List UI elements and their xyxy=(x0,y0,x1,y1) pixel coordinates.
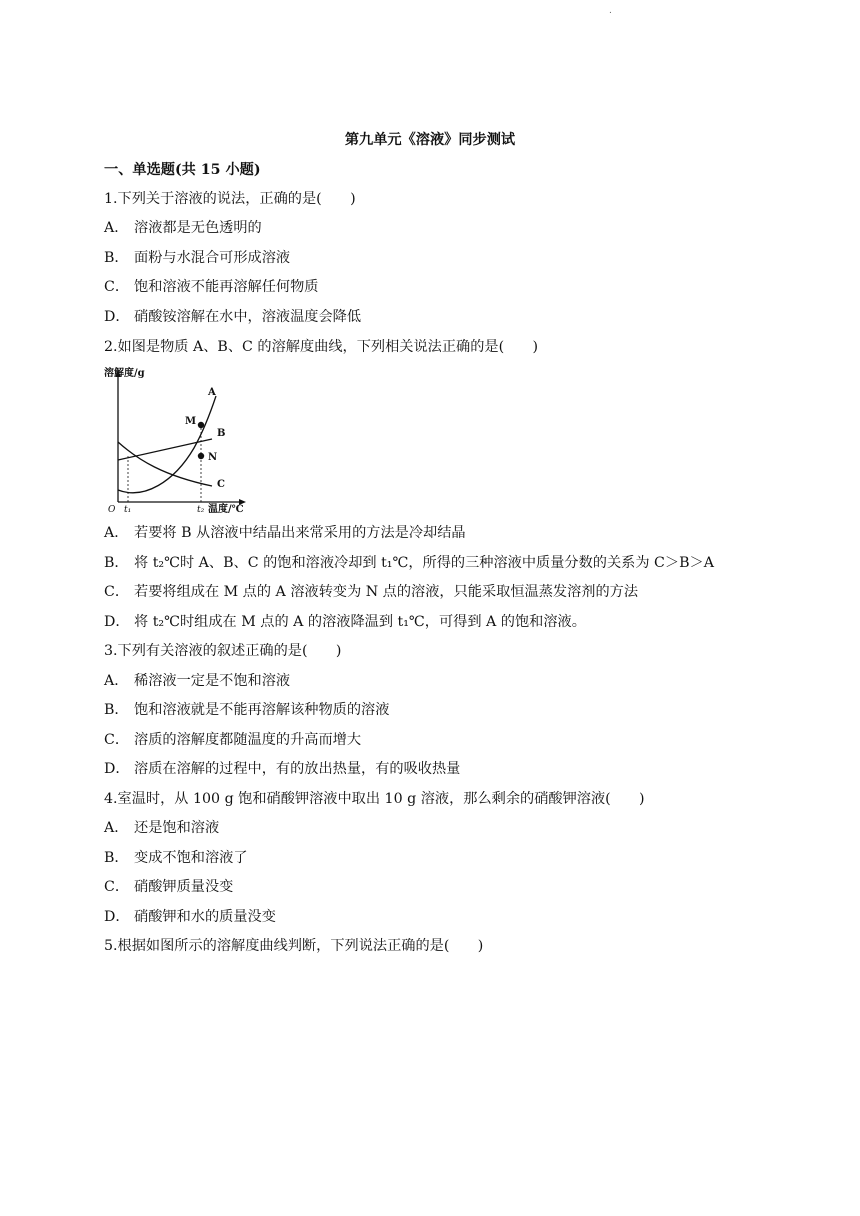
point-m xyxy=(198,422,204,428)
question-2-stem: 2.如图是物质 A、B、C 的溶解度曲线，下列相关说法正确的是( ) xyxy=(104,339,539,355)
origin-label: O xyxy=(108,505,116,515)
solubility-curve-svg xyxy=(104,364,254,516)
question-2-option-d: D． 将 t₂℃时组成在 M 点的 A 的溶液降温到 t₁℃，可得到 A 的饱和溶液。 xyxy=(104,614,586,630)
question-3-option-c: C． 溶质的溶解度都随温度的升高而增大 xyxy=(104,732,362,748)
question-4-option-a: A． 还是饱和溶液 xyxy=(104,820,220,836)
curve-b xyxy=(118,439,212,460)
curve-c-label: C xyxy=(217,479,225,490)
point-n xyxy=(198,453,204,459)
page-title: 第九单元《溶液》同步测试 xyxy=(344,132,516,148)
question-3-option-d: D． 溶质在溶解的过程中，有的放出热量，有的吸收热量 xyxy=(104,761,461,777)
question-5-stem: 5.根据如图所示的溶解度曲线判断，下列说法正确的是( ) xyxy=(104,938,484,954)
question-4-stem: 4.室温时，从 100 g 饱和硝酸钾溶液中取出 10 g 溶液，那么剩余的硝酸钾溶液( ) xyxy=(104,791,645,807)
curve-c xyxy=(118,442,212,486)
curve-a-label: A xyxy=(208,387,216,398)
curve-b-label: B xyxy=(217,428,226,439)
y-axis-label: 溶解度/g xyxy=(104,368,145,379)
question-4-option-b: B． 变成不饱和溶液了 xyxy=(104,850,248,866)
question-1-option-d: D． 硝酸铵溶解在水中，溶液温度会降低 xyxy=(104,309,362,325)
t2-label: t₂ xyxy=(197,505,205,515)
question-3-option-a: A． 稀溶液一定是不饱和溶液 xyxy=(104,673,291,689)
question-1-stem: 1.下列关于溶液的说法，正确的是( ) xyxy=(104,191,356,207)
page-dot: . xyxy=(609,6,612,16)
question-4-option-d: D． 硝酸钾和水的质量没变 xyxy=(104,909,276,925)
question-3-option-b: B． 饱和溶液就是不能再溶解该种物质的溶液 xyxy=(104,702,390,718)
question-4-option-c: C． 硝酸钾质量没变 xyxy=(104,879,234,895)
t1-label: t₁ xyxy=(124,505,132,515)
question-2-option-a: A． 若要将 B 从溶液中结晶出来常采用的方法是冷却结晶 xyxy=(104,525,466,541)
question-1-option-a: A． 溶液都是无色透明的 xyxy=(104,220,262,236)
point-m-label: M xyxy=(185,416,197,427)
point-n-label: N xyxy=(208,452,218,463)
question-3-stem: 3.下列有关溶液的叙述正确的是( ) xyxy=(104,643,342,659)
question-1-option-b: B． 面粉与水混合可形成溶液 xyxy=(104,250,291,266)
question-1-option-c: C． 饱和溶液不能再溶解任何物质 xyxy=(104,279,319,295)
solubility-curve-figure xyxy=(104,364,254,516)
x-axis-label: 温度/℃ xyxy=(208,504,244,515)
question-2-option-b: B． 将 t₂℃时 A、B、C 的饱和溶液冷却到 t₁℃，所得的三种溶液中质量分数的关系为 C＞B＞A xyxy=(104,555,714,571)
section-heading: 一、单选题(共 15 小题) xyxy=(104,162,261,178)
question-2-option-c: C． 若要将组成在 M 点的 A 溶液转变为 N 点的溶液，只能采取恒温蒸发溶剂的方法 xyxy=(104,584,639,600)
